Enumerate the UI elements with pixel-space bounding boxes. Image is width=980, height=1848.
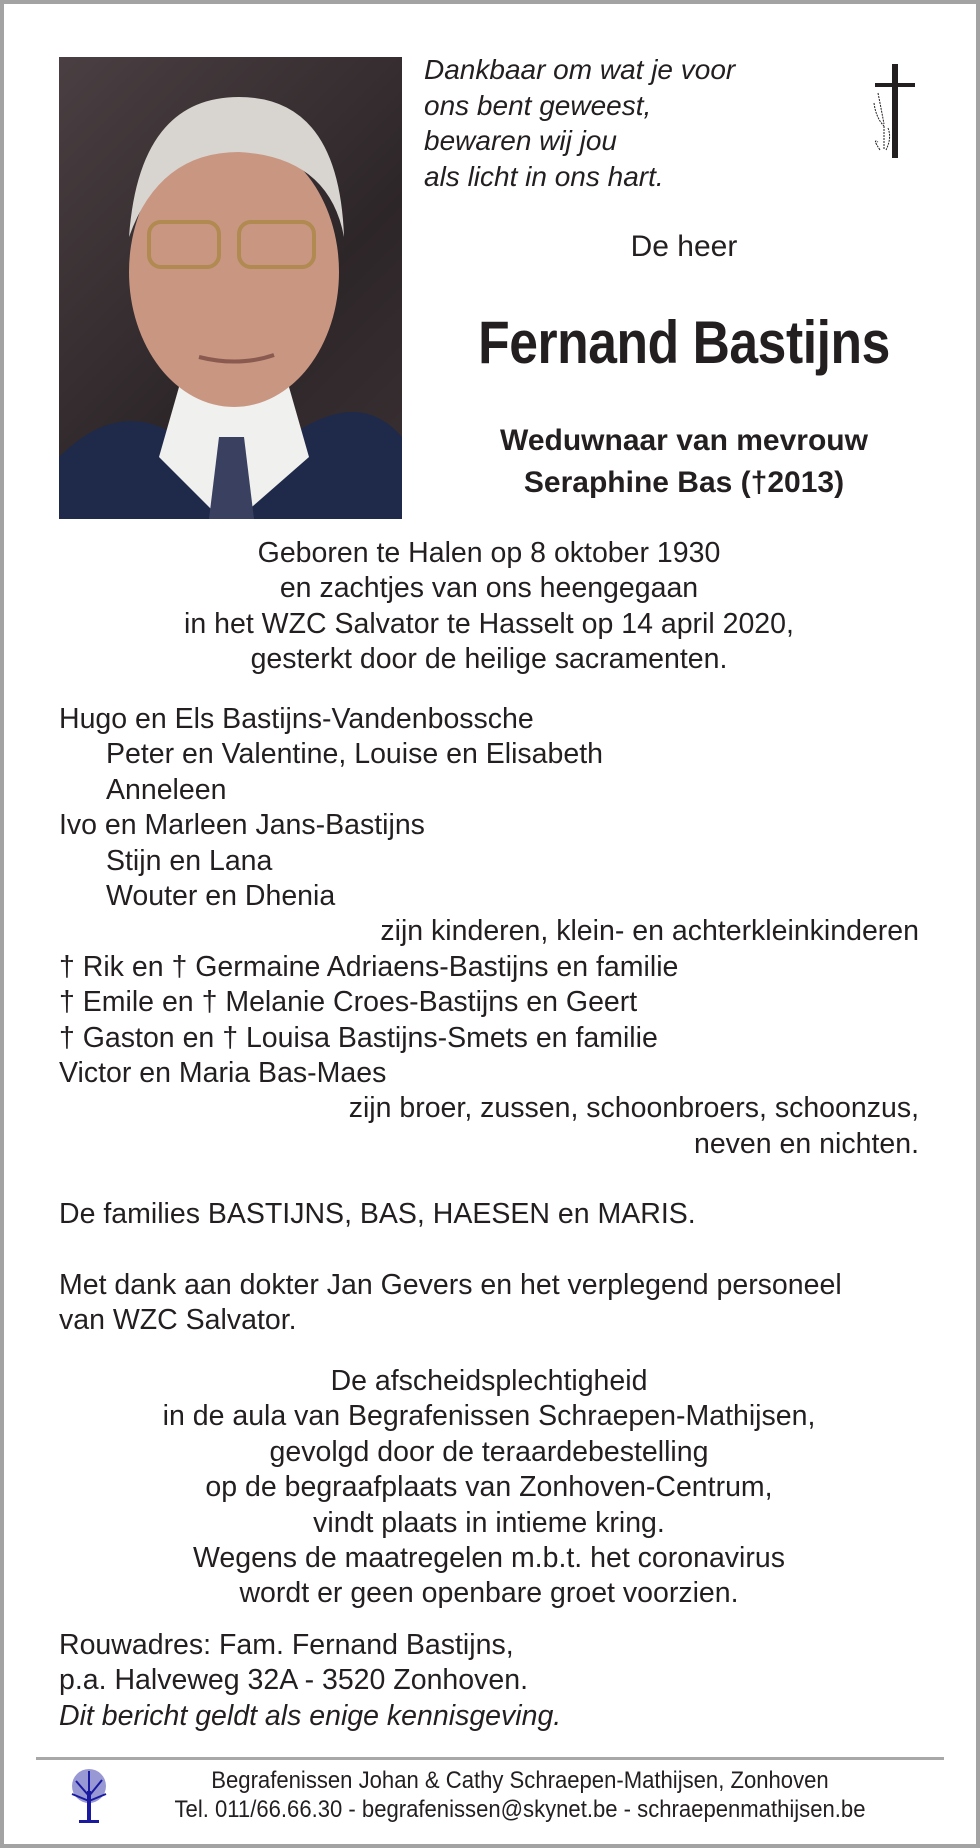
birth-death-info bbox=[59, 536, 919, 678]
cross-icon bbox=[870, 58, 920, 158]
family-line: neven en nichten. bbox=[693, 1127, 919, 1160]
family-line: † Rik en † Germaine Adriaens-Bastijns en familie bbox=[59, 950, 679, 983]
ceremony-line: op de begraafplaats van Zonhoven-Centrum, bbox=[205, 1471, 773, 1504]
notice: Dit bericht geldt als enige kennisgeving. bbox=[59, 1699, 562, 1732]
info-line: gesterkt door de heilige sacramenten. bbox=[250, 643, 728, 676]
family-line: † Gaston en † Louisa Bastijns-Smets en familie bbox=[59, 1021, 658, 1054]
address-line: Rouwadres: Fam. Fernand Bastijns, bbox=[59, 1629, 514, 1661]
ceremony-line: gevolgd door de teraardebestelling bbox=[269, 1435, 709, 1468]
thanks-line: Met dank aan dokter Jan Gevers en het verplegend personeel bbox=[59, 1269, 842, 1301]
thanks bbox=[59, 1268, 919, 1339]
thanks-line: van WZC Salvator. bbox=[59, 1304, 297, 1337]
family-line: Stijn en Lana bbox=[106, 844, 273, 877]
families: De families BASTIJNS, BAS, HAESEN en MARIS. bbox=[59, 1198, 696, 1230]
ceremony-line: vindt plaats in intieme kring. bbox=[313, 1506, 665, 1539]
info-line: Geboren te Halen op 8 oktober 1930 bbox=[257, 537, 721, 569]
family-line: Victor en Maria Bas-Maes bbox=[59, 1057, 387, 1090]
deceased-name: Fernand Bastijns bbox=[478, 309, 890, 376]
info-line: en zachtjes van ons heengegaan bbox=[279, 572, 699, 605]
funeral-home-name: Begrafenissen Johan & Cathy Schraepen-Mathijsen, Zonhoven bbox=[211, 1767, 829, 1794]
family-line: Ivo en Marleen Jans-Bastijns bbox=[59, 809, 425, 842]
spouse-info bbox=[424, 420, 944, 504]
ceremony-info bbox=[59, 1364, 919, 1612]
address-line: p.a. Halveweg 32A - 3520 Zonhoven. bbox=[59, 1664, 528, 1697]
poem bbox=[424, 52, 735, 194]
family-line: zijn broer, zussen, schoonbroers, schoonzus, bbox=[348, 1092, 919, 1125]
poem-line: Dankbaar om wat je voor bbox=[424, 54, 736, 85]
family-list bbox=[59, 702, 919, 1162]
footer-divider bbox=[36, 1757, 944, 1760]
family-line: Hugo en Els Bastijns-Vandenbossche bbox=[59, 703, 534, 735]
ceremony-line: De afscheidsplechtigheid bbox=[330, 1365, 648, 1397]
family-line: Wouter en Dhenia bbox=[106, 880, 336, 913]
ceremony-line: Wegens de maatregelen m.b.t. het coronavirus bbox=[193, 1542, 785, 1575]
family-line: zijn kinderen, klein- en achterkleinkinderen bbox=[380, 915, 919, 948]
family-line: Peter en Valentine, Louise en Elisabeth bbox=[106, 738, 603, 771]
funeral-home-info bbox=[152, 1766, 888, 1824]
funeral-home-contact: Tel. 011/66.66.30 - begrafenissen@skynet.be - schraepenmathijsen.be bbox=[174, 1796, 866, 1823]
portrait-photo bbox=[59, 57, 402, 519]
address bbox=[59, 1628, 919, 1734]
info-line: in het WZC Salvator te Hasselt op 14 april 2020, bbox=[184, 607, 794, 640]
salutation: De heer bbox=[630, 230, 738, 263]
spouse-line: Seraphine Bas (†2013) bbox=[523, 466, 845, 499]
poem-line: bewaren wij jou bbox=[424, 125, 617, 156]
family-line: † Emile en † Melanie Croes-Bastijns en Geert bbox=[59, 986, 638, 1019]
ceremony-line: wordt er geen openbare groet voorzien. bbox=[239, 1577, 739, 1610]
poem-line: als licht in ons hart. bbox=[424, 160, 664, 192]
tree-logo-icon bbox=[64, 1766, 114, 1826]
spouse-line: Weduwnaar van mevrouw bbox=[500, 424, 868, 457]
family-line: Anneleen bbox=[106, 773, 227, 806]
ceremony-line: in de aula van Begrafenissen Schraepen-Mathijsen, bbox=[162, 1400, 816, 1433]
poem-line: ons bent geweest, bbox=[424, 89, 652, 121]
